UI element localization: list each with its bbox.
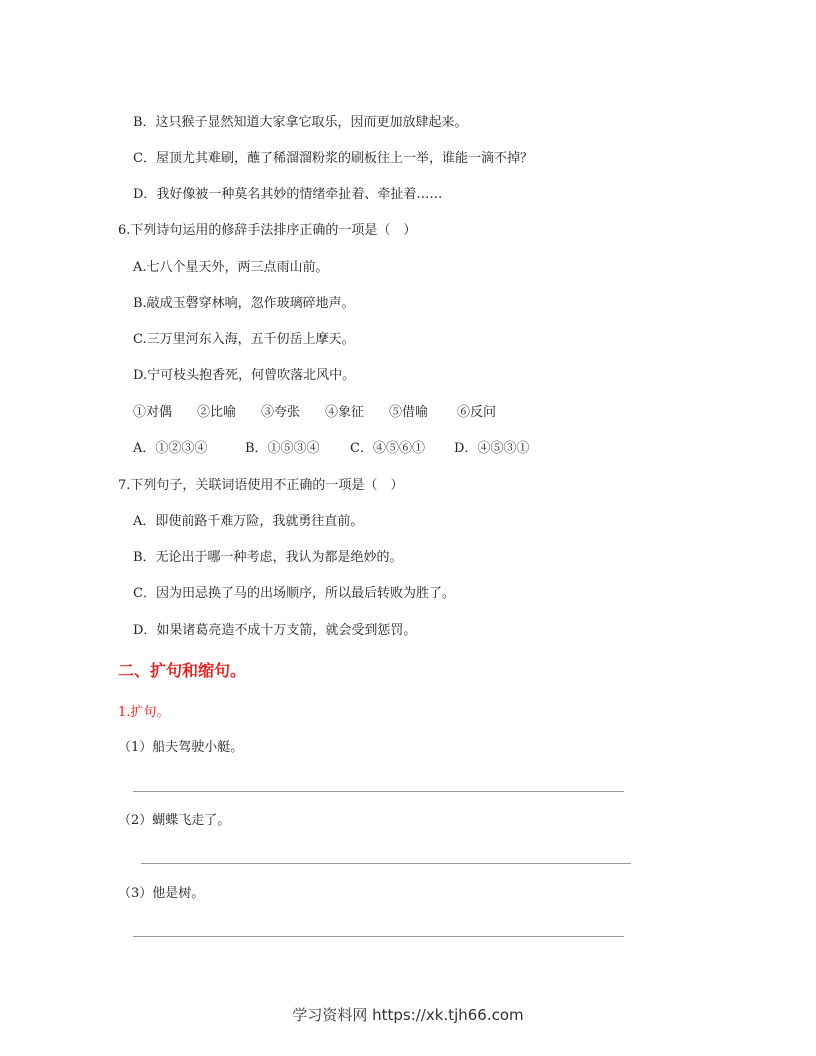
q6-device: ③夸张 [261,405,301,420]
answer-line-1[interactable] [133,791,624,792]
q5-option-c: C．屋顶尤其难刷，蘸了稀溜溜粉浆的刷板往上一举，谁能一滴不掉？ [133,151,533,166]
subsection-title: 1.扩句。 [118,705,170,720]
q6-choice: D．④⑤③① [454,441,530,456]
section-title: 二、扩句和缩句。 [118,661,247,680]
q6-device: ②比喻 [197,405,237,420]
q6-device: ⑥反问 [457,405,497,420]
q5-option-b: B．这只猴子显然知道大家拿它取乐，因而更加放肆起来。 [133,115,468,130]
q7-option-a: A．即使前路千难万险，我就勇往直前。 [133,514,364,529]
q7-option-b: B．无论出于哪一种考虑，我认为都是绝妙的。 [133,550,403,565]
answer-line-3[interactable] [133,936,624,937]
q6-option-d: D.宁可枝头抱香死，何曾吹落北风中。 [133,368,356,383]
q6-device: ①对偶 [133,405,173,420]
q7-stem: 7.下列句子，关联词语使用不正确的一项是（ ） [118,478,404,493]
expand-item-2: （2）蝴蝶飞走了。 [118,813,231,828]
q6-choices [133,440,529,458]
q6-devices [133,404,496,422]
q6-stem: 6.下列诗句运用的修辞手法排序正确的一项是（ ） [118,223,417,238]
q6-choice: B．①⑤③④ [245,441,320,456]
q6-option-b: B.敲成玉磬穿林响，忽作玻璃碎地声。 [133,296,355,311]
q6-choice: C．④⑤⑥① [350,441,425,456]
q6-device: ⑤借喻 [389,405,429,420]
q6-choice: A．①②③④ [133,441,208,456]
expand-item-1: （1）船夫驾驶小艇。 [118,740,244,755]
q6-option-a: A.七八个星天外，两三点雨山前。 [133,260,329,275]
q7-option-d: D．如果诸葛亮造不成十万支箭，就会受到惩罚。 [133,623,417,638]
footer-watermark: 学习资料网 https://xk.tjh66.com [292,1006,524,1024]
q6-option-c: C.三万里河东入海，五千仞岳上摩天。 [133,332,355,347]
q7-option-c: C．因为田忌换了马的出场顺序，所以最后转败为胜了。 [133,586,455,601]
answer-line-2[interactable] [141,863,631,864]
q5-option-d: D．我好像被一种莫名其妙的情绪牵扯着、牵扯着…… [133,187,443,202]
expand-item-3: （3）他是树。 [118,886,205,901]
q6-device: ④象征 [325,405,365,420]
